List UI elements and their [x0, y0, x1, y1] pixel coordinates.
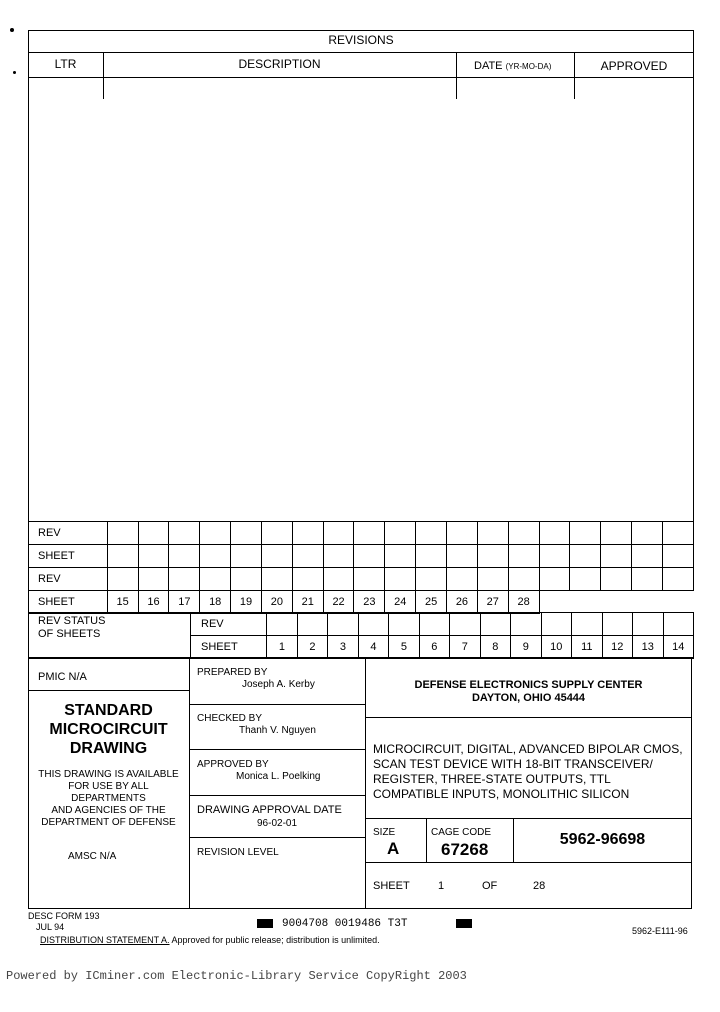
sheet-number: 11 [572, 636, 602, 659]
prepared-by-name: Joseph A. Kerby [242, 679, 315, 690]
sheet-label-3: SHEET [191, 636, 267, 659]
sheet-number: 8 [480, 636, 510, 659]
sheet-value: 1 [438, 880, 445, 892]
pmic-label: PMIC N/A [38, 671, 87, 683]
revisions-colhead-divider [28, 77, 694, 78]
col-ltr: LTR [54, 57, 77, 71]
form-number: 5962-E111-96 [632, 926, 688, 936]
sheet-number: 5 [389, 636, 419, 659]
col-date: DATE (YR-MO-DA) [474, 60, 552, 72]
sheet-number: 3 [328, 636, 358, 659]
approval-date-label: DRAWING APPROVAL DATE [197, 804, 342, 816]
scan-mark [10, 28, 14, 32]
agency-line-2: DAYTON, OHIO 45444 [471, 692, 586, 704]
barcode-block-right [456, 919, 472, 928]
description-line-1: MICROCIRCUIT, DIGITAL, ADVANCED BIPOLAR CMOS, [373, 742, 683, 756]
approved-by-label: APPROVED BY [197, 759, 269, 770]
drawing-number: 5962-96698 [559, 831, 646, 848]
std-title-line-1: STANDARD [64, 702, 153, 719]
cage-code-value: 67268 [441, 840, 489, 859]
sheet-number: 1 [267, 636, 297, 659]
revisions-header-divider [28, 52, 694, 53]
sheet-number: 23 [354, 591, 385, 614]
distribution-statement [40, 935, 380, 946]
sheet-number: 4 [358, 636, 388, 659]
description-line-3: REGISTER, THREE-STATE OUTPUTS, TTL [373, 772, 611, 786]
approval-date-value: 96-02-01 [257, 818, 298, 829]
rev-status-label: REV STATUS [38, 615, 106, 627]
sheet-label-2: SHEET [29, 591, 108, 614]
sheet-number: 25 [416, 591, 447, 614]
revisions-title: REVISIONS [328, 33, 394, 47]
sheet-number: 24 [385, 591, 416, 614]
sheet-number: 7 [450, 636, 480, 659]
description-line-4: COMPATIBLE INPUTS, MONOLITHIC SILICON [373, 787, 630, 801]
sheet-number: 26 [447, 591, 478, 614]
checked-by-name: Thanh V. Nguyen [239, 725, 316, 736]
sheet-number: 17 [169, 591, 200, 614]
of-value: 28 [533, 880, 546, 892]
sheet-number: 10 [541, 636, 571, 659]
barcode-text: 9004708 0019486 T3T [282, 918, 408, 930]
checked-by-label: CHECKED BY [197, 713, 263, 724]
sheet-number: 16 [138, 591, 169, 614]
availability-line-5: DEPARTMENT OF DEFENSE [41, 817, 176, 828]
size-label: SIZE [373, 827, 396, 838]
of-label: OF [482, 880, 498, 892]
rev-label-3: REV [191, 613, 267, 636]
powered-by-watermark: Powered by ICminer.com Electronic-Library Service CopyRight 2003 [6, 969, 467, 983]
prepared-by-label: PREPARED BY [197, 667, 268, 678]
approved-by-name: Monica L. Poelking [236, 771, 321, 782]
distribution-label: DISTRIBUTION STATEMENT A. [40, 935, 170, 945]
availability-line-3: DEPARTMENTS [71, 793, 146, 804]
sheet-number: 22 [323, 591, 354, 614]
revisions-block [28, 30, 694, 522]
of-sheets-label: OF SHEETS [38, 628, 101, 640]
col-approved: APPROVED [600, 59, 668, 73]
scan-mark [13, 71, 16, 74]
sheet-number: 6 [419, 636, 449, 659]
sheet-number: 27 [477, 591, 508, 614]
sheet-number: 13 [633, 636, 663, 659]
col-description: DESCRIPTION [238, 57, 321, 71]
agency-line-1: DEFENSE ELECTRONICS SUPPLY CENTER [414, 679, 643, 691]
revision-level-label: REVISION LEVEL [197, 847, 279, 858]
form-label-2: JUL 94 [36, 922, 65, 932]
sheet-number: 18 [200, 591, 231, 614]
sheet-number: 15 [107, 591, 138, 614]
sheet-label: SHEET [373, 880, 410, 892]
availability-line-4: AND AGENCIES OF THE [51, 805, 166, 816]
cage-code-label: CAGE CODE [431, 827, 492, 838]
form-label-1: DESC FORM 193 [28, 911, 100, 921]
sheet-number: 12 [602, 636, 632, 659]
availability-line-1: THIS DRAWING IS AVAILABLE [38, 769, 179, 780]
sheet-number: 21 [292, 591, 323, 614]
sheet-number: 14 [663, 636, 694, 659]
size-value: A [387, 839, 400, 858]
amsc-label: AMSC N/A [68, 851, 117, 862]
std-title-line-2: MICROCIRCUIT [49, 721, 168, 738]
sheet-number: 20 [261, 591, 292, 614]
description-line-2: SCAN TEST DEVICE WITH 18-BIT TRANSCEIVER/ [373, 757, 653, 771]
rev-status-grid-top [28, 521, 694, 614]
rev-label-2: REV [29, 568, 108, 591]
sheet-number: 2 [297, 636, 327, 659]
availability-line-2: FOR USE BY ALL [68, 781, 149, 792]
sheet-label-1: SHEET [29, 545, 108, 568]
rev-status-grid-bottom [190, 612, 694, 659]
sheet-number: 28 [508, 591, 539, 614]
sheet-number: 19 [231, 591, 262, 614]
barcode-block-left [257, 919, 273, 928]
distribution-text: Approved for public release; distribution is unlimited. [171, 935, 380, 945]
sheet-number: 9 [511, 636, 541, 659]
std-title-line-3: DRAWING [69, 740, 148, 757]
rev-label-1: REV [29, 522, 108, 545]
